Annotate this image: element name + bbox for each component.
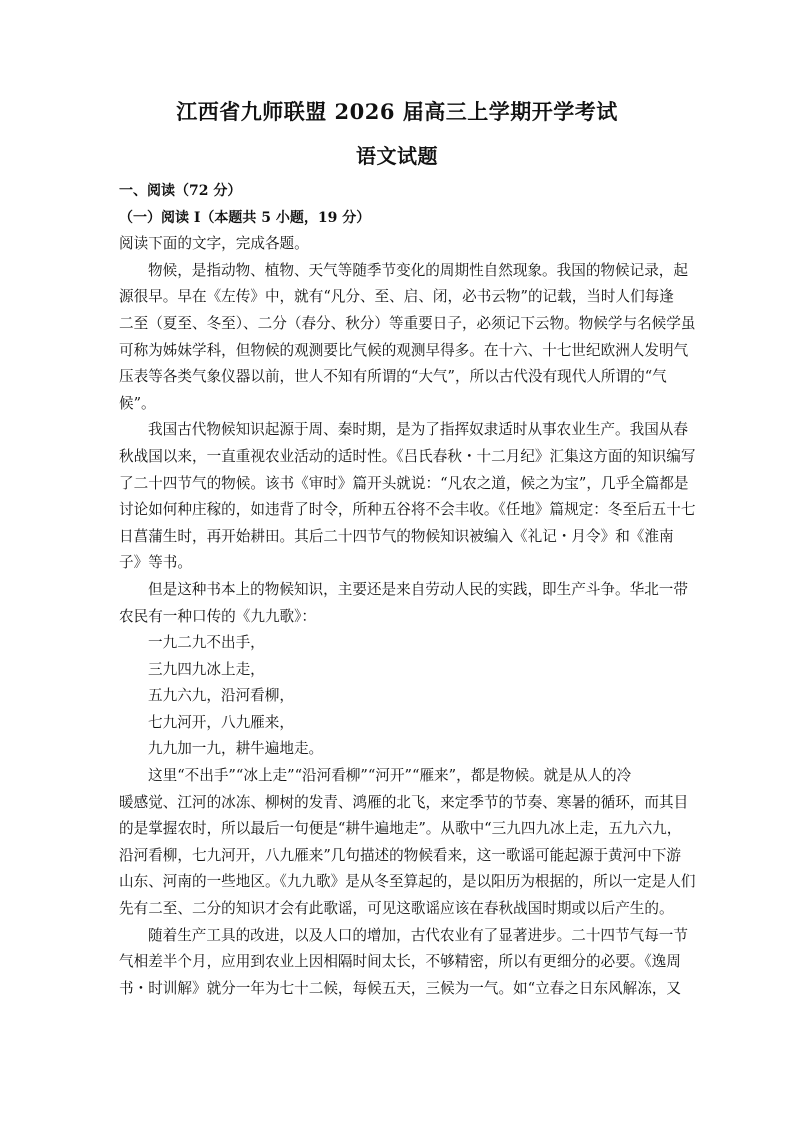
section-heading: 一、阅读（72 分） bbox=[119, 183, 242, 199]
passage-line: 压表等各类气象仪器以前，世人不知有所谓的“大气”，所以古代没有现代人所谓的“气 bbox=[119, 368, 667, 386]
passage-line: 五九六九，沿河看柳， bbox=[148, 687, 294, 705]
subsection-heading: （一）阅读 I（本题共 5 小题，19 分） bbox=[119, 209, 371, 226]
passage-line: 书・时训解》就分一年为七十二候，每候五天，三候为一气。如“立春之日东风解冻，又 bbox=[119, 979, 682, 997]
passage-line: 子》等书。 bbox=[119, 554, 192, 572]
passage-line: 候”。 bbox=[119, 394, 156, 412]
passage-line: 山东、河南的一些地区。《九九歌》是从冬至算起的，是以阳历为根据的，所以一定是人们 bbox=[119, 873, 696, 891]
passage-line: 源很早。早在《左传》中，就有“凡分、至、启、闭，必书云物”的记载，当时人们每逢 bbox=[119, 288, 674, 306]
passage-line: 我国古代物候知识起源于周、秦时期，是为了指挥奴隶适时从事农业生产。我国从春 bbox=[148, 421, 688, 439]
passage-line: 三九四九冰上走， bbox=[148, 660, 265, 678]
instruction-text: 阅读下面的文字，完成各题。 bbox=[119, 235, 309, 253]
passage-line: 讨论如何种庄稼的，如违背了时令，所种五谷将不会丰收。《任地》篇规定：冬至后五十七 bbox=[119, 501, 696, 519]
document-title: 江西省九师联盟 2026 届高三上学期开学考试 bbox=[176, 99, 618, 124]
passage-line: 但是这种书本上的物候知识，主要还是来自劳动人民的实践，即生产斗争。华北一带 bbox=[148, 580, 688, 598]
passage-line: 了二十四节气的物候。该书《审时》篇开头就说：“凡农之道，候之为宝”，几乎全篇都是 bbox=[119, 474, 689, 492]
passage-line: 物候，是指动物、植物、天气等随季节变化的周期性自然现象。我国的物候记录，起 bbox=[148, 261, 688, 279]
passage-line: 秋战国以来，一直重视农业活动的适时性。《吕氏春秋・十二月纪》汇集这方面的知识编写 bbox=[119, 447, 696, 465]
passage-line: 日菖蒲生时，再开始耕田。其后二十四节气的物候知识被编入《礼记・月令》和《淮南 bbox=[119, 527, 674, 545]
document-body bbox=[119, 178, 696, 1002]
passage-line: 沿河看柳，七九河开，八九雁来”几句描述的物候看来，这一歌谣可能起源于黄河中下游 bbox=[119, 846, 682, 864]
passage-line: 先有二至、二分的知识才会有此歌谣，可见这歌谣应该在春秋战国时期或以后产生的。 bbox=[119, 900, 674, 918]
passage-line: 二至（夏至、冬至）、二分（春分、秋分）等重要日子，必须记下云物。物候学与名候学虽 bbox=[119, 314, 696, 332]
passage-line: 随着生产工具的改进，以及人口的增加，古代农业有了显著进步。二十四节气每一节 bbox=[148, 926, 688, 944]
passage-line: 一九二九不出手， bbox=[148, 634, 265, 652]
passage-line: 可称为姊妹学科，但物候的观测要比气候的观测早得多。在十六、十七世纪欧洲人发明气 bbox=[119, 341, 689, 359]
passage-line: 农民有一种口传的《九九歌》： bbox=[119, 607, 317, 625]
passage-line: 七九河开，八九雁来， bbox=[148, 713, 294, 731]
passage-line: 的是掌握农时，所以最后一句便是“耕牛遍地走”。从歌中“三九四九冰上走，五九六九， bbox=[119, 820, 682, 838]
passage-line: 九九加一九，耕牛遍地走。 bbox=[148, 740, 324, 758]
passage-text bbox=[119, 258, 696, 1003]
passage-line: 这里“不出手”“冰上走”“沿河看柳”“河开”“雁来”，都是物候。就是从人的冷 bbox=[148, 767, 632, 785]
passage-line: 暖感觉、江河的冰冻、柳树的发青、鸿雁的北飞，来定季节的节奏、寒暑的循环，而其目 bbox=[119, 793, 689, 811]
passage-line: 气相差半个月，应用到农业上因相隔时间太长，不够精密，所以有更细分的必要。《逸周 bbox=[119, 953, 681, 971]
document-subtitle: 语文试题 bbox=[356, 144, 438, 168]
